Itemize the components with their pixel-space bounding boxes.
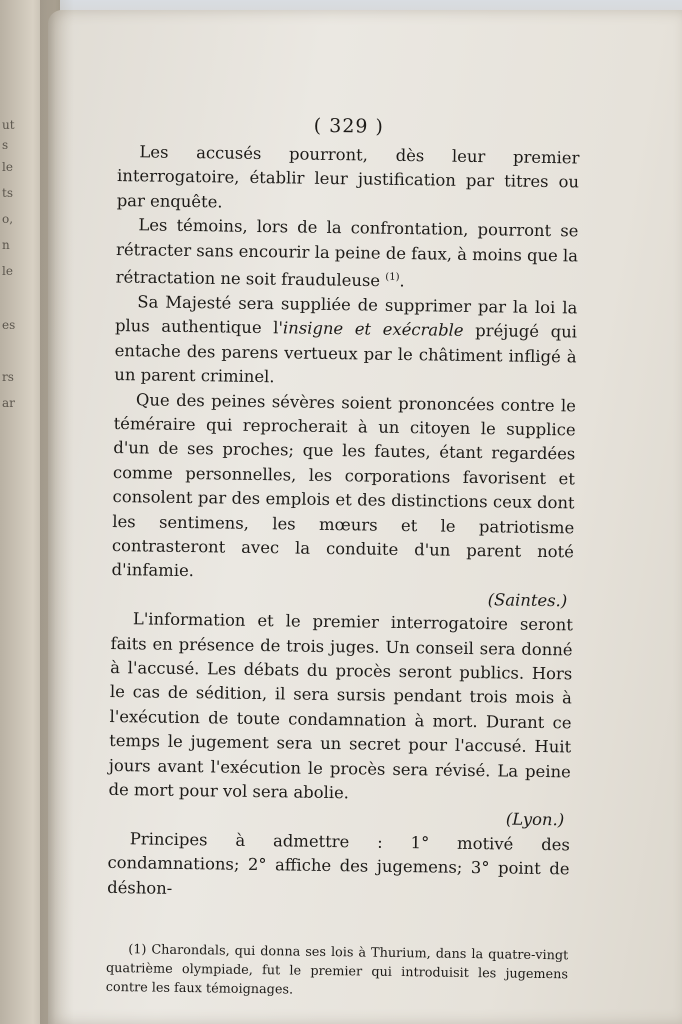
left-page-fragment: o, bbox=[2, 212, 14, 226]
paragraph-temoins-text: Les témoins, lors de la confrontation, pourront se rétracter sans encourir la peine de faux, à moins que la rétractation ne soit frauduleuse bbox=[115, 215, 579, 291]
paragraph-information: L'information et le premier interrogatoire seront faits en présence de trois juges. Un conseil sera donné à l'accusé. Les débats du procès seront publics. Hors le cas de sédition, il sera sursis pendant trois mois à l'exécution de toute condamnation à mort. Durant ce temps le jugement sera un secret pour l'accusé. Huit jours avant l'exécution le procès sera révisé. La peine de mort pour vol sera abolie. bbox=[108, 609, 574, 803]
left-page-fragment: le bbox=[2, 264, 13, 278]
place-attribution-saintes: (Saintes.) bbox=[487, 589, 568, 611]
paragraph-majeste-before: Sa Majesté sera suppliée de supprimer par la loi la plus authentique l' bbox=[114, 292, 578, 338]
footnote: (1) Charondals, qui donna ses lois à Thurium, dans la quatre-vingt quatrième olympiade, fut le premier qui introduisit les jugemens contre les faux témoignages. bbox=[105, 942, 569, 998]
page-number: ( 329 ) bbox=[313, 114, 385, 138]
page-content bbox=[106, 112, 580, 1003]
left-page-fragment: ut bbox=[2, 118, 15, 132]
paragraph-peines: Que des peines sévères soient prononcées contre le téméraire qui reprocherait à un citoyen le supplice d'un de ses proches; que les fautes, étant regardées comme personnelles, les corporations favorisent et consolent par des emplois et des distinctions ceux dont les sentimens, les mœurs et le patriotisme contrasteront avec la conduite d'un parent noté d'infamie. bbox=[111, 389, 577, 581]
paragraph-temoins-end: . bbox=[399, 271, 405, 291]
paragraph-majeste-emphasis: insigne et exécrable bbox=[282, 318, 464, 341]
paragraph-temoins bbox=[116, 213, 579, 296]
place-attribution-lyon: (Lyon.) bbox=[505, 809, 565, 830]
left-page-fragment: ar bbox=[2, 396, 15, 410]
paragraph-majeste bbox=[114, 290, 577, 394]
left-page-fragment: s bbox=[2, 138, 9, 152]
left-page-fragment: rs bbox=[2, 370, 14, 384]
left-page-fragment: n bbox=[2, 238, 10, 252]
paragraph-majeste-after: préjugé qui entache des parens vertueux par le châtiment infligé à un parent criminel. bbox=[114, 321, 578, 387]
paragraph-principes: Principes à admettre : 1° motivé des condamnations; 2° affiche des jugemens; 3° point de déshon- bbox=[107, 829, 570, 898]
page-gutter-shadow bbox=[40, 0, 74, 1024]
left-page-fragment: es bbox=[2, 318, 16, 332]
footnote-reference: (1) bbox=[385, 271, 400, 283]
left-page-fragment: le bbox=[2, 160, 13, 174]
left-page-fragment: ts bbox=[2, 186, 13, 200]
paragraph-accuses: Les accusés pourront, dès leur premier interrogatoire, établir leur justification par titres ou par enquête. bbox=[116, 142, 580, 212]
